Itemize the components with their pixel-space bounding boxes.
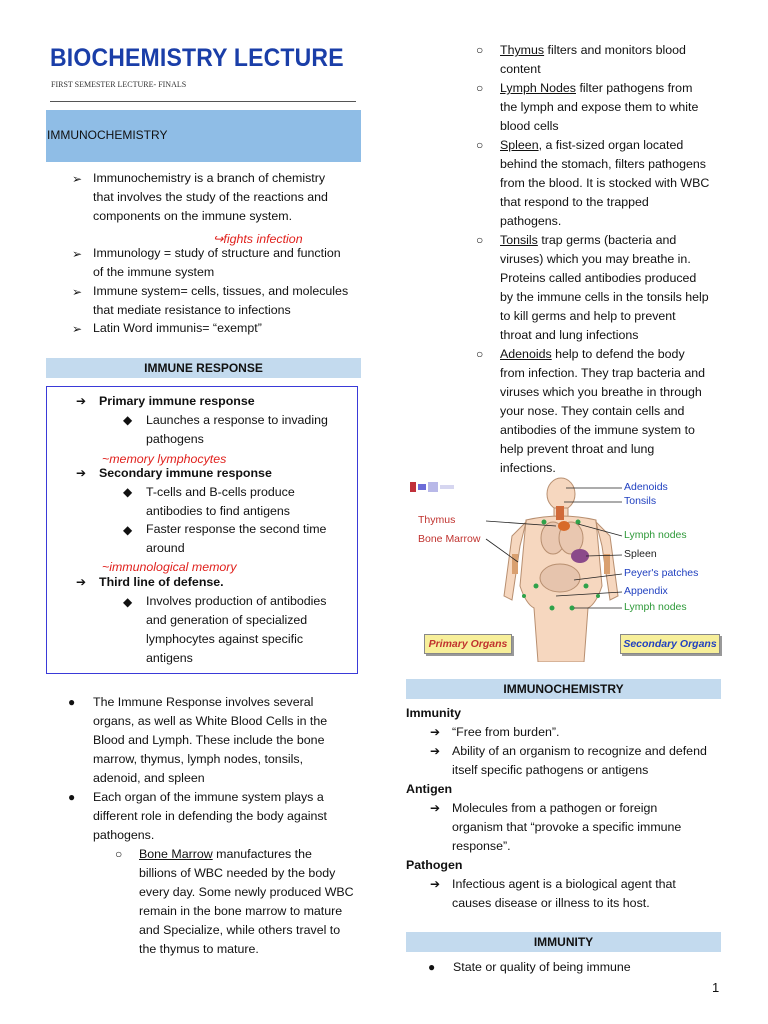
- text-fragment: filters and monitors blood: [544, 43, 686, 57]
- page-title: BIOCHEMISTRY LECTURE: [50, 44, 344, 72]
- arrow-right-icon: ➔: [76, 466, 87, 480]
- text-line: Blood and Lymph. These include the bone: [93, 733, 325, 747]
- page-subtitle: FIRST SEMESTER LECTURE- FINALS: [51, 80, 187, 89]
- title-divider: [50, 101, 356, 102]
- text-line: throat and lung infections: [500, 328, 639, 342]
- section-heading-immunity: IMMUNITY: [406, 932, 721, 952]
- diagram-label-adenoids: Adenoids: [624, 481, 668, 493]
- diamond-bullet-icon: ◆: [123, 485, 133, 499]
- term-immunity: Immunity: [406, 706, 462, 720]
- page-number: 1: [712, 980, 720, 995]
- text-line: that involves the study of the reactions and: [93, 190, 328, 204]
- text-line: Proteins called antibodies produced: [500, 271, 697, 285]
- diagram-label-lymph-nodes: Lymph nodes: [624, 529, 687, 541]
- lymph-nodes-term: Lymph Nodes: [500, 81, 576, 95]
- text-fragment: , a fist-sized organ located: [538, 138, 684, 152]
- text-line: Molecules from a pathogen or foreign: [452, 801, 658, 815]
- diagram-label-tonsils: Tonsils: [624, 495, 657, 507]
- diagram-label-peyers-patches: Peyer's patches: [624, 567, 699, 579]
- text-line: T-cells and B-cells produce: [146, 485, 295, 499]
- primary-organs-badge: Primary Organs: [424, 634, 512, 654]
- text-line: and Specialize, while others travel to: [139, 923, 341, 937]
- text-line: lymphocytes against specific: [146, 632, 304, 646]
- text-line: Immunochemistry is a branch of chemistry: [93, 171, 326, 185]
- arrow-right-icon: ➔: [430, 877, 441, 891]
- text-line: Immune system= cells, tissues, and molecules: [93, 284, 349, 298]
- circle-bullet-icon: ○: [476, 43, 484, 57]
- circle-bullet-icon: ○: [476, 347, 484, 361]
- diagram-label-appendix: Appendix: [624, 585, 668, 597]
- text-fragment: manufactures the: [212, 847, 312, 861]
- text-fragment: filter pathogens from: [576, 81, 693, 95]
- text-line: viruses which you breathe in through: [500, 385, 702, 399]
- text-fragment: help to defend the body: [551, 347, 685, 361]
- text-line: organs, as well as White Blood Cells in the: [93, 714, 328, 728]
- diagram-label-spleen: Spleen: [624, 548, 657, 560]
- text-line: pathogens.: [500, 214, 562, 228]
- text-line: [500, 43, 686, 57]
- text-line: every day. Some newly produced WBC: [139, 885, 354, 899]
- text-line: organism that “provoke a specific immune: [452, 820, 682, 834]
- text-line: response”.: [452, 839, 511, 853]
- primary-response-label: Primary immune response: [99, 394, 255, 408]
- diagram-label-thymus: Thymus: [418, 514, 456, 526]
- text-line: the lymph and expose them to white: [500, 100, 699, 114]
- term-pathogen: Pathogen: [406, 858, 463, 872]
- arrow-right-icon: ➔: [430, 744, 441, 758]
- secondary-response-label: Secondary immune response: [99, 466, 272, 480]
- text-line: antibodies to find antigens: [146, 504, 290, 518]
- text-line: itself specific pathogens or antigens: [452, 763, 649, 777]
- spleen-term: Spleen: [500, 138, 539, 152]
- text-line: of the immune system: [93, 265, 215, 279]
- third-line-label: Third line of defense.: [99, 575, 224, 589]
- text-line: “Free from burden”.: [452, 725, 560, 739]
- dot-bullet-icon: ●: [68, 790, 76, 804]
- text-line: by the immune cells in the tonsils help: [500, 290, 709, 304]
- text-line: viruses) which you may breathe in.: [500, 252, 691, 266]
- diamond-bullet-icon: ◆: [123, 413, 133, 427]
- text-line: your nose. They contain cells and: [500, 404, 685, 418]
- dot-bullet-icon: ●: [68, 695, 76, 709]
- annotation-note: ~memory lymphocytes: [102, 452, 227, 466]
- text-line: pathogens.: [93, 828, 155, 842]
- text-line: content: [500, 62, 541, 76]
- annotation-note: ~immunological memory: [102, 560, 237, 574]
- bone-marrow-term: Bone Marrow: [139, 847, 213, 861]
- text-line: different role in defending the body against: [93, 809, 327, 823]
- text-line: Immunology = study of structure and function: [93, 246, 341, 260]
- text-line: billions of WBC needed by the body: [139, 866, 336, 880]
- arrow-right-icon: ➔: [430, 725, 441, 739]
- text-line: Ability of an organism to recognize and defend: [452, 744, 707, 758]
- arrow-bullet-icon: ➢: [72, 247, 83, 261]
- text-line: behind the stomach, filters pathogens: [500, 157, 706, 171]
- secondary-organs-badge: Secondary Organs: [620, 634, 720, 654]
- text-line: antibodies of the immune system to: [500, 423, 695, 437]
- text-line: Faster response the second time: [146, 522, 327, 536]
- text-line: State or quality of being immune: [453, 960, 631, 974]
- text-fragment: trap germs (bacteria and: [537, 233, 677, 247]
- text-line: that mediate resistance to infections: [93, 303, 291, 317]
- adenoids-term: Adenoids: [500, 347, 552, 361]
- arrow-bullet-icon: ➢: [72, 172, 83, 186]
- text-line: pathogens: [146, 432, 204, 446]
- circle-bullet-icon: ○: [115, 847, 123, 861]
- text-line: remain in the bone marrow to mature: [139, 904, 343, 918]
- thymus-term: Thymus: [500, 43, 545, 57]
- text-line: the thymus to mature.: [139, 942, 259, 956]
- text-line: Each organ of the immune system plays a: [93, 790, 324, 804]
- text-line: [500, 233, 676, 247]
- diagram-label-lymph-nodes-2: Lymph nodes: [624, 601, 687, 613]
- arrow-right-icon: ➔: [430, 801, 441, 815]
- circle-bullet-icon: ○: [476, 81, 484, 95]
- text-line: from the blood. It is stocked with WBC: [500, 176, 710, 190]
- text-line: help prevent throat and lung: [500, 442, 655, 456]
- text-line: The Immune Response involves several: [93, 695, 314, 709]
- diamond-bullet-icon: ◆: [123, 523, 133, 537]
- dot-bullet-icon: ●: [428, 960, 436, 974]
- text-line: Latin Word immunis= “exempt”: [93, 321, 262, 335]
- section-heading-immune-response: IMMUNE RESPONSE: [46, 358, 361, 378]
- text-line: Launches a response to invading: [146, 413, 328, 427]
- text-line: blood cells: [500, 119, 559, 133]
- section-heading-label: IMMUNOCHEMISTRY: [47, 128, 168, 142]
- tonsils-term: Tonsils: [500, 233, 538, 247]
- text-line: [139, 847, 312, 861]
- annotation-note: ↪fights infection: [213, 232, 303, 246]
- circle-bullet-icon: ○: [476, 233, 484, 247]
- circle-bullet-icon: ○: [476, 138, 484, 152]
- text-line: adenoid, and spleen: [93, 771, 205, 785]
- section-heading-immunochemistry-2: IMMUNOCHEMISTRY: [406, 679, 721, 699]
- text-line: causes disease or illness to its host.: [452, 896, 650, 910]
- text-line: antigens: [146, 651, 193, 665]
- text-line: to kill germs and help to prevent: [500, 309, 676, 323]
- text-line: infections.: [500, 461, 556, 475]
- text-line: Involves production of antibodies: [146, 594, 327, 608]
- arrow-bullet-icon: ➢: [72, 285, 83, 299]
- text-line: [500, 138, 683, 152]
- text-line: components on the immune system.: [93, 209, 293, 223]
- arrow-right-icon: ➔: [76, 394, 87, 408]
- text-line: and generation of specialized: [146, 613, 308, 627]
- text-line: [500, 81, 692, 95]
- text-line: marrow, thymus, lymph nodes, tonsils,: [93, 752, 304, 766]
- text-line: from infection. They trap bacteria and: [500, 366, 706, 380]
- text-line: around: [146, 541, 185, 555]
- term-antigen: Antigen: [406, 782, 453, 796]
- diagram-label-bone-marrow: Bone Marrow: [418, 533, 481, 545]
- text-line: Infectious agent is a biological agent that: [452, 877, 676, 891]
- arrow-right-icon: ➔: [76, 575, 87, 589]
- text-line: [500, 347, 685, 361]
- section-heading-immunochemistry: [46, 110, 361, 162]
- arrow-bullet-icon: ➢: [72, 322, 83, 336]
- text-line: that respond to the trapped: [500, 195, 649, 209]
- diamond-bullet-icon: ◆: [123, 595, 133, 609]
- immune-system-diagram: [406, 476, 722, 662]
